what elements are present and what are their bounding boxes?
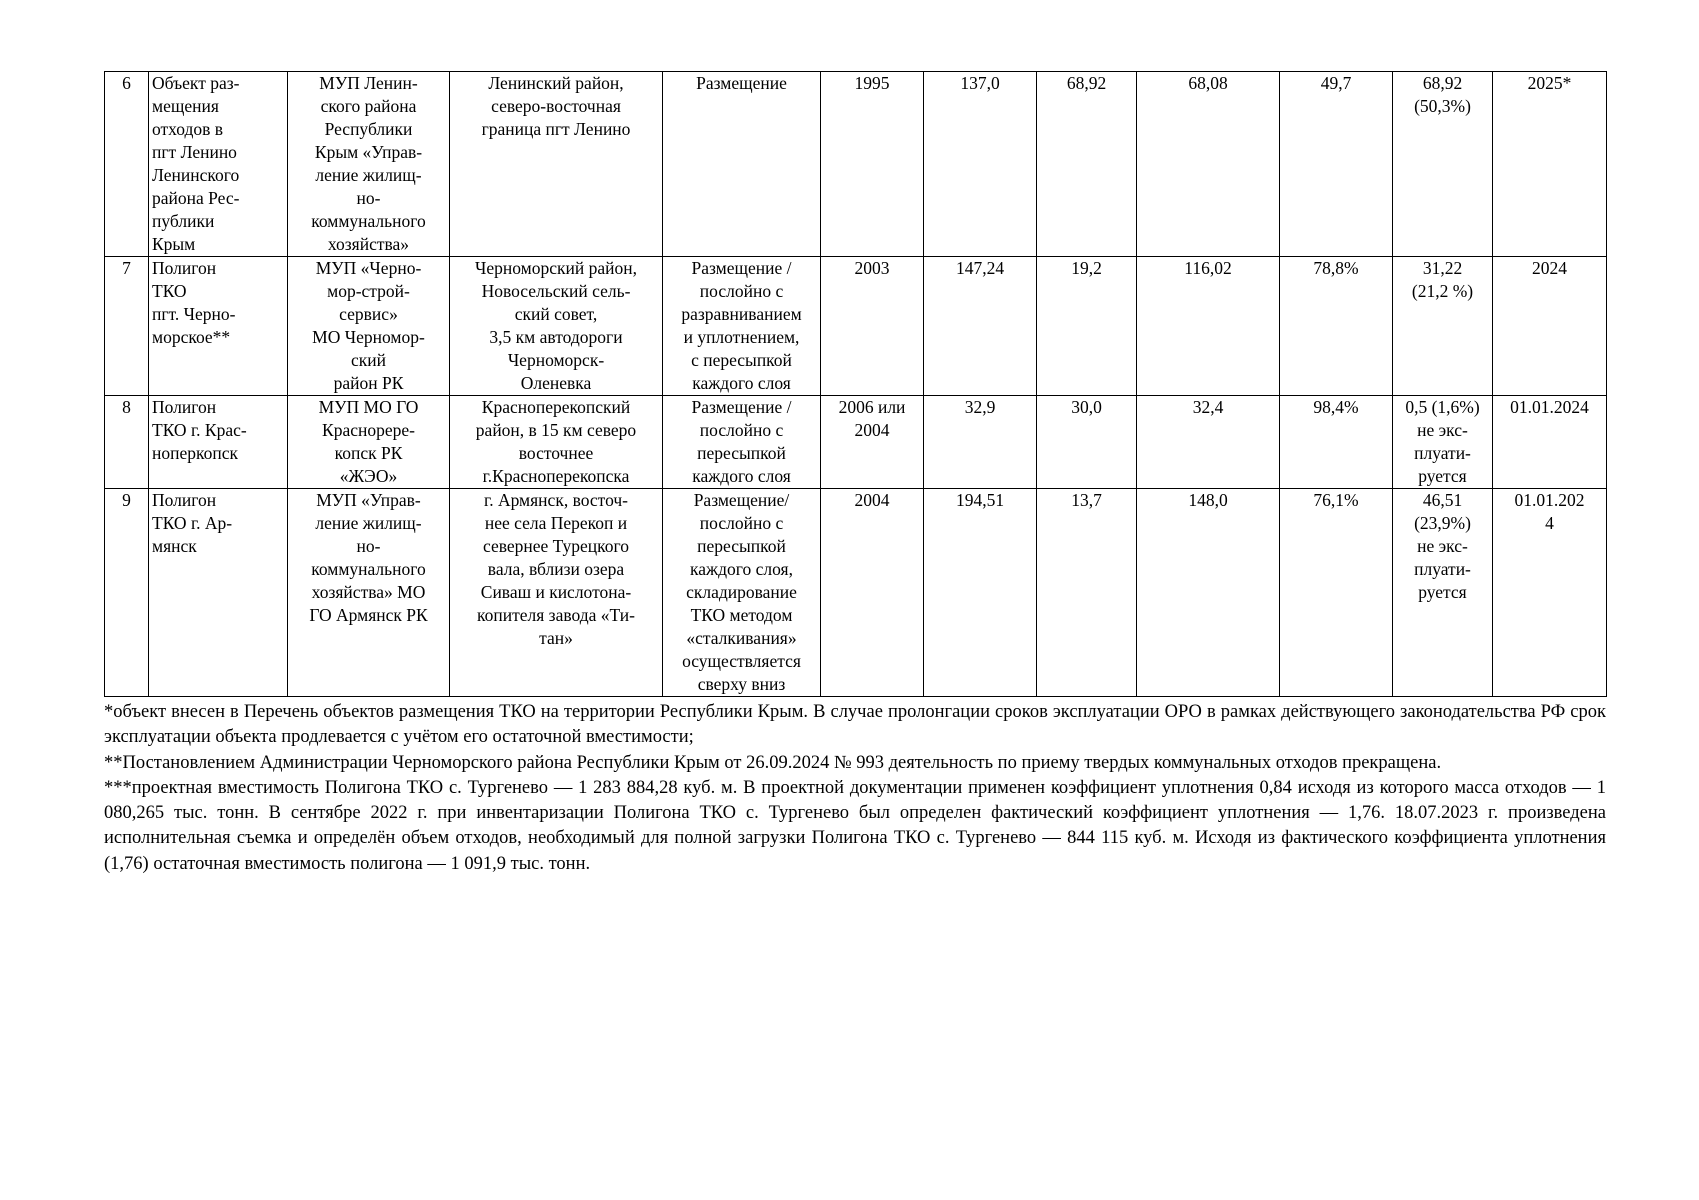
cell-line: 3,5 км автодороги (489, 327, 623, 347)
cell-term (1493, 489, 1607, 697)
cell-line: Сиваш и кислотона- (480, 582, 632, 602)
cell-line: коммунального (311, 211, 426, 231)
cell-line: 8 (122, 397, 131, 417)
cell-line: плуати- (1414, 443, 1471, 463)
cell-remaining (1393, 396, 1493, 489)
cell-term (1493, 257, 1607, 396)
cell-line: район, в 15 км северо (475, 420, 637, 440)
cell-line: 148,0 (1188, 490, 1228, 510)
cell-filled (1037, 257, 1137, 396)
cell-operator (288, 396, 450, 489)
cell-line: 13,7 (1071, 490, 1102, 510)
cell-line: Красноpере- (322, 420, 415, 440)
cell-line: Республики (324, 119, 413, 139)
cell-line: 78,8% (1313, 258, 1359, 278)
cell-line: с пересыпкой (691, 350, 792, 370)
cell-facility-name (149, 489, 288, 697)
cell-line: ский (351, 350, 386, 370)
cell-operator (288, 257, 450, 396)
cell-line: 2003 (854, 258, 890, 278)
cell-line: 147,24 (955, 258, 1005, 278)
cell-value (1137, 396, 1280, 489)
cell-method (663, 257, 821, 396)
cell-number (105, 396, 149, 489)
cell-value (1137, 257, 1280, 396)
cell-line: коммунального (311, 559, 426, 579)
cell-line: Размещение / (691, 258, 792, 278)
cell-line: 194,51 (955, 490, 1005, 510)
cell-percent (1280, 396, 1393, 489)
cell-line: не экс- (1417, 420, 1468, 440)
cell-line: МУП Ленин- (319, 73, 418, 93)
cell-facility-name (149, 396, 288, 489)
cell-line: 32,4 (1192, 397, 1224, 417)
cell-line: пересыпкой (697, 443, 786, 463)
cell-capacity (924, 72, 1037, 257)
cell-line: Полигон (152, 258, 217, 278)
cell-line: 30,0 (1071, 397, 1102, 417)
cell-value (1137, 489, 1280, 697)
cell-value (1137, 72, 1280, 257)
cell-capacity (924, 257, 1037, 396)
cell-line: Черноморск- (507, 350, 605, 370)
table-body (105, 72, 1607, 697)
cell-line: северо-восточная (491, 96, 621, 116)
cell-year (821, 489, 924, 697)
cell-location (450, 489, 663, 697)
cell-line: осуществляется (682, 651, 801, 671)
cell-line: 2025* (1527, 73, 1572, 93)
cell-line: 2024 (1532, 258, 1567, 278)
table-row (105, 72, 1607, 257)
cell-line: (50,3%) (1414, 96, 1471, 116)
cell-line: хозяйства» МО (311, 582, 426, 602)
cell-line: руется (1418, 582, 1467, 602)
cell-location (450, 257, 663, 396)
cell-line: 7 (122, 258, 131, 278)
cell-line: морское** (152, 327, 231, 347)
cell-line: пересыпкой (697, 536, 786, 556)
cell-line: мор-строй- (327, 281, 410, 301)
cell-line: МУП «Управ- (316, 490, 421, 510)
cell-line: Размещение (696, 73, 787, 93)
cell-line: копск РК (334, 443, 403, 463)
cell-line: отходов в (152, 119, 224, 139)
cell-line: Размещение/ (693, 490, 790, 510)
cell-line: 32,9 (964, 397, 996, 417)
cell-line: Объект раз- (152, 73, 240, 93)
cell-line: пгт. Черно- (152, 304, 236, 324)
cell-line: каждого слоя, (690, 559, 793, 579)
cell-line: и уплотнением, (683, 327, 800, 347)
cell-line: 2006 или (838, 397, 906, 417)
cell-line: севернее Турецкого (482, 536, 629, 556)
cell-term (1493, 396, 1607, 489)
cell-line: Крым «Управ- (314, 142, 423, 162)
cell-line: послойно с (699, 513, 784, 533)
cell-line: ТКО г. Ар- (152, 513, 233, 533)
cell-number (105, 72, 149, 257)
cell-line: мянск (152, 536, 197, 556)
cell-line: район РК (333, 373, 404, 393)
cell-line: Полигон (152, 397, 217, 417)
cell-remaining (1393, 489, 1493, 697)
cell-line: 19,2 (1071, 258, 1102, 278)
cell-remaining (1393, 72, 1493, 257)
cell-location (450, 72, 663, 257)
cell-line: 2004 (854, 490, 890, 510)
footnote-3: ***проектная вместимость Полигона ТКО с. Тургенево — 1 283 884,28 куб. м. В проектной документации применен коэффициент уплотнения 0,84 исходя из которого масса отходов — 1 080,265 тыс. тонн. В сентябре 2022 г. при инвентаризации Полигона ТКО с. Тургенево был определен фактический коэффициент уплотнения — 1,76. 18.07.2023 г. произведена исполнительная съемка и определён объем отходов, необходимый для полной загрузки Полигона ТКО с. Тургенево — 844 115 куб. м. Исходя из фактического коэффициента уплотнения (1,76) остаточная вместимость полигона — 1 091,9 тыс. тонн. (104, 777, 1606, 874)
cell-term (1493, 72, 1607, 257)
cell-operator (288, 489, 450, 697)
cell-year (821, 257, 924, 396)
cell-filled (1037, 72, 1137, 257)
cell-line: каждого слоя (692, 373, 791, 393)
cell-line: 1995 (854, 73, 890, 93)
cell-line: 31,22 (1422, 258, 1463, 278)
cell-line: 01.01.2024 (1510, 397, 1589, 417)
cell-line: ление жилищ- (315, 513, 422, 533)
cell-line: МО Черномор- (312, 327, 425, 347)
cell-line: восточнее (518, 443, 594, 463)
cell-line: 68,92 (1066, 73, 1107, 93)
cell-year (821, 72, 924, 257)
cell-method (663, 396, 821, 489)
cell-line: 49,7 (1320, 73, 1352, 93)
cell-line: 2004 (854, 420, 890, 440)
cell-line: послойно с (699, 420, 784, 440)
cell-line: мещения (152, 96, 219, 116)
cell-line: ноперкопск (152, 443, 238, 463)
cell-line: каждого слоя (692, 466, 791, 486)
cell-line: 137,0 (960, 73, 1000, 93)
cell-line: пгт Ленино (152, 142, 237, 162)
waste-facilities-table (104, 71, 1607, 697)
footnote-2: **Постановлением Администрации Черноморского района Республики Крым от 26.09.2024 № 993 деятельность по приему твердых коммунальных отходов прекращена. (104, 752, 1442, 773)
cell-line: 68,92 (1422, 73, 1463, 93)
cell-line: Черноморский район, (475, 258, 637, 278)
cell-capacity (924, 396, 1037, 489)
cell-line: г. Армянск, восточ- (483, 490, 629, 510)
cell-filled (1037, 489, 1137, 697)
cell-line: г.Красноперекопска (482, 466, 630, 486)
cell-line: МУП «Черно- (315, 258, 422, 278)
document-page (104, 71, 1606, 877)
cell-line: копителя завода «Ти- (477, 605, 635, 625)
cell-line: ТКО (152, 281, 187, 301)
cell-year (821, 396, 924, 489)
cell-facility-name (149, 72, 288, 257)
cell-line: тан» (539, 628, 573, 648)
cell-line: сверху вниз (697, 674, 786, 694)
cell-number (105, 489, 149, 697)
cell-line: (21,2 %) (1411, 281, 1474, 301)
cell-filled (1037, 396, 1137, 489)
cell-line: ский совет, (514, 304, 598, 324)
cell-percent (1280, 257, 1393, 396)
table-row (105, 257, 1607, 396)
cell-remaining (1393, 257, 1493, 396)
cell-line: сервис» (339, 304, 398, 324)
cell-line: вала, вблизи озера (487, 559, 625, 579)
cell-line: ТКО г. Крас- (152, 420, 247, 440)
cell-line: но- (356, 188, 381, 208)
cell-line: района Рес- (152, 188, 240, 208)
footnote-1: *объект внесен в Перечень объектов размещения ТКО на территории Республики Крым. В случае пролонгации сроков эксплуатации ОРО в рамках действующего законодательства РФ срок эксплуатации объекта продлевается с учётом его остаточной вместимости; (104, 702, 1606, 748)
cell-line: Оленевка (520, 373, 592, 393)
cell-line: не экс- (1417, 536, 1468, 556)
cell-line: нее села Перекоп и (484, 513, 628, 533)
cell-line: «сталкивания» (686, 628, 797, 648)
cell-line: Ленинского (152, 165, 240, 185)
cell-line: МУП МО ГО (318, 397, 419, 417)
table-row (105, 489, 1607, 697)
cell-line: Ленинский район, (488, 73, 624, 93)
cell-line: разравниванием (681, 304, 802, 324)
cell-percent (1280, 489, 1393, 697)
cell-line: послойно с (699, 281, 784, 301)
cell-line: ского района (320, 96, 417, 116)
cell-capacity (924, 489, 1037, 697)
cell-line: но- (356, 536, 381, 556)
cell-line: Полигон (152, 490, 217, 510)
cell-line: 98,4% (1313, 397, 1359, 417)
cell-line: ление жилищ- (315, 165, 422, 185)
cell-line: плуати- (1414, 559, 1471, 579)
cell-percent (1280, 72, 1393, 257)
cell-line: ГО Армянск РК (309, 605, 428, 625)
cell-line: граница пгт Ленино (481, 119, 631, 139)
cell-line: хозяйства» (327, 234, 410, 254)
cell-method (663, 489, 821, 697)
cell-line: (23,9%) (1414, 513, 1471, 533)
cell-line: 116,02 (1184, 258, 1232, 278)
cell-line: 76,1% (1313, 490, 1359, 510)
cell-facility-name (149, 257, 288, 396)
cell-line: руется (1418, 466, 1467, 486)
cell-line: 68,08 (1188, 73, 1228, 93)
cell-line: Красноперекопский (481, 397, 631, 417)
cell-method (663, 72, 821, 257)
cell-line: ТКО методом (690, 605, 793, 625)
cell-line: 0,5 (1,6%) (1405, 397, 1480, 417)
cell-line: Крым (152, 234, 196, 254)
cell-line: публики (152, 211, 215, 231)
footnotes (104, 700, 1606, 877)
cell-line: 01.01.202 (1514, 490, 1585, 510)
cell-line: Размещение / (691, 397, 792, 417)
cell-line: 46,51 (1422, 490, 1463, 510)
cell-line: 6 (122, 73, 131, 93)
cell-line: 9 (122, 490, 131, 510)
cell-operator (288, 72, 450, 257)
cell-line: складирование (686, 582, 797, 602)
cell-number (105, 257, 149, 396)
table-row (105, 396, 1607, 489)
cell-line: «ЖЭО» (339, 466, 398, 486)
cell-location (450, 396, 663, 489)
cell-line: Новосельский сель- (481, 281, 631, 301)
cell-line: 4 (1545, 513, 1554, 533)
